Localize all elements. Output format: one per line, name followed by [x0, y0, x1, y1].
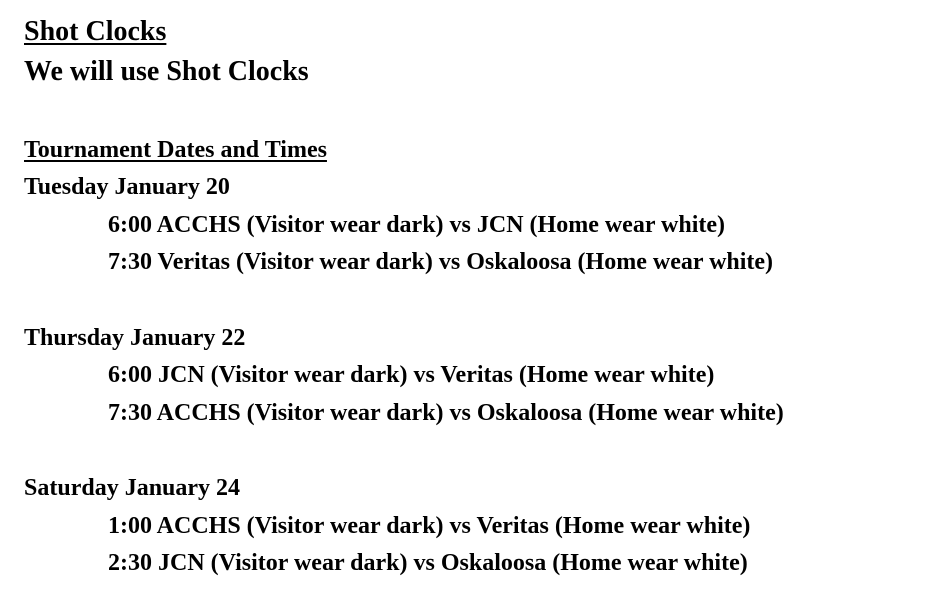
shot-clocks-statement: We will use Shot Clocks [24, 56, 309, 87]
spacer [24, 92, 934, 132]
game-line: 7:30 ACCHS (Visitor wear dark) vs Oskaloosa (Home wear white) [108, 399, 784, 426]
spacer [24, 282, 934, 320]
game-line: 1:00 ACCHS (Visitor wear dark) vs Veritas (Home wear white) [108, 512, 751, 539]
day-section-thursday [24, 320, 934, 433]
game-line: 6:00 ACCHS (Visitor wear dark) vs JCN (Home wear white) [108, 211, 726, 238]
game-line: 2:30 JCN (Visitor wear dark) vs Oskaloosa (Home wear white) [108, 550, 748, 576]
day-date: Thursday January 22 [24, 324, 246, 351]
shot-clocks-heading: Shot Clocks [24, 16, 167, 47]
day-section-saturday [24, 470, 934, 583]
spacer [24, 432, 934, 470]
day-date: Saturday January 24 [24, 475, 241, 501]
game-line: 6:00 JCN (Visitor wear dark) vs Veritas (Home wear white) [108, 362, 715, 388]
game-line: 7:30 Veritas (Visitor wear dark) vs Oskaloosa (Home wear white) [108, 249, 774, 275]
day-date: Tuesday January 20 [24, 174, 230, 200]
tournament-heading: Tournament Dates and Times [24, 137, 327, 163]
day-section-tuesday [24, 169, 934, 282]
document [24, 12, 934, 583]
